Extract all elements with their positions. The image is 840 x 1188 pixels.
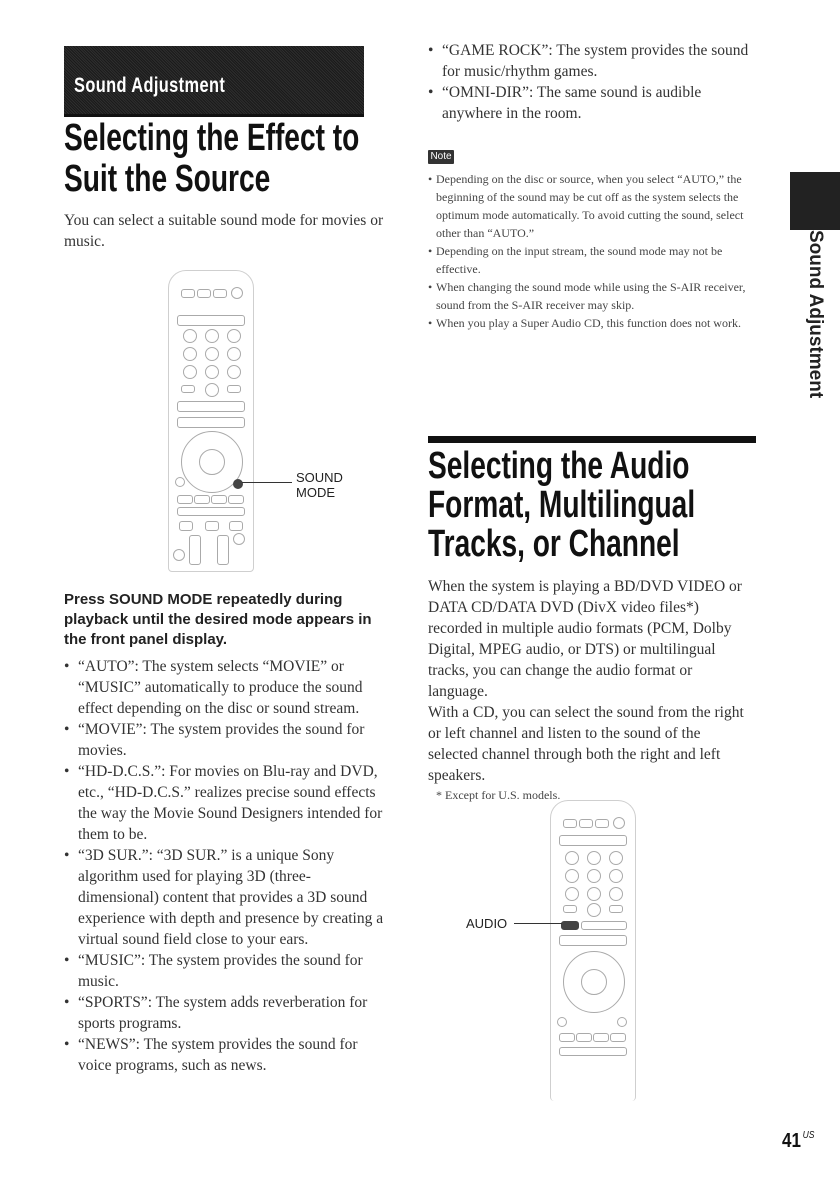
- sound-mode-item-omni-dir: • “OMNI-DIR”: The same sound is audible anywhere in the room.: [428, 82, 750, 124]
- sound-mode-callout-line: [242, 482, 292, 483]
- sound-mode-list-continued: [428, 40, 750, 124]
- section2-footnote: * Except for U.S. models.: [436, 788, 561, 802]
- section1-title-line1: Selecting the Effect to: [64, 117, 360, 159]
- sound-mode-item-auto: • “AUTO”: The system selects “MOVIE” or “MUSIC” automatically to produce the sound effect depending on the disc or sound stream.: [64, 656, 390, 719]
- side-tab: [802, 230, 830, 399]
- section-banner-label: Sound Adjustment: [74, 74, 226, 97]
- section2-paragraph2: With a CD, you can select the sound from the right or left channel and listen to the sound of the selected channel through both the right and left speakers.: [428, 704, 744, 784]
- section2-rule: [428, 436, 756, 443]
- note-item: • Depending on the disc or source, when you select “AUTO,” the beginning of the sound may be cut off as the system selects the optimum mode automatically. To avoid cutting the sound, select other than “AUTO.”: [428, 170, 748, 242]
- side-tab-label: Sound Adjustment: [805, 230, 826, 399]
- note-badge: Note: [428, 150, 454, 164]
- sound-mode-item-game-rock: • “GAME ROCK”: The system provides the sound for music/rhythm games.: [428, 40, 750, 82]
- remote-illustration-audio: [550, 800, 636, 1101]
- sound-mode-button: [233, 479, 243, 489]
- sound-mode-instruction: Press SOUND MODE repeatedly during playback until the desired mode appears in the front panel display.: [64, 591, 372, 648]
- sound-mode-item-hd-dcs: • “HD-D.C.S.”: For movies on Blu-ray and DVD, etc., “HD-D.C.S.” realizes precise sound effects the way the Movie Sound Designers intended for them to be.: [64, 761, 390, 845]
- note-item: • Depending on the input stream, the sound mode may not be effective.: [428, 242, 748, 278]
- sound-mode-item-music: • “MUSIC”: The system provides the sound for music.: [64, 950, 390, 992]
- section2-title-line1: Selecting the Audio: [428, 445, 690, 487]
- audio-button: [561, 921, 579, 930]
- remote-illustration-sound-mode: [168, 270, 254, 572]
- audio-callout-line: [514, 923, 562, 924]
- page-number-value: 41: [782, 1130, 801, 1152]
- note-item: • When changing the sound mode while using the S-AIR receiver, sound from the S-AIR receiver may skip.: [428, 278, 748, 314]
- section2-paragraph1: When the system is playing a BD/DVD VIDEO or DATA CD/DATA DVD (DivX video files*) recorded in multiple audio formats (PCM, Dolby Digital, MPEG audio, or DTS) or multilingual tracks, you can change the audio format or language.: [428, 578, 742, 700]
- page-number-suffix: US: [802, 1130, 815, 1141]
- sound-mode-list: [64, 656, 390, 1076]
- sound-mode-item-news: • “NEWS”: The system provides the sound for voice programs, such as news.: [64, 1034, 390, 1076]
- section1-intro: You can select a suitable sound mode for movies or music.: [64, 212, 384, 250]
- audio-callout: AUDIO: [466, 916, 508, 931]
- sound-mode-item-sports: • “SPORTS”: The system adds reverberation for sports programs.: [64, 992, 390, 1034]
- sound-mode-callout: SOUND MODE: [296, 470, 343, 500]
- sound-mode-item-3d-sur: • “3D SUR.”: “3D SUR.” is a unique Sony algorithm used for playing 3D (three-dimensional) content that provides a 3D sound experience with depth and presence by creating a virtual sound field close to your ears.: [64, 845, 390, 950]
- section2-title-line3: Tracks, or Channel: [428, 523, 680, 565]
- note-item: • When you play a Super Audio CD, this function does not work.: [428, 314, 748, 332]
- sound-mode-item-movie: • “MOVIE”: The system provides the sound for movies.: [64, 719, 390, 761]
- page-number: [782, 1130, 814, 1153]
- side-tab-marker: [790, 172, 840, 230]
- section2-title-line2: Format, Multilingual: [428, 484, 696, 526]
- note-list: [428, 170, 748, 332]
- section-banner: [64, 46, 364, 114]
- section1-title-line2: Suit the Source: [64, 158, 271, 200]
